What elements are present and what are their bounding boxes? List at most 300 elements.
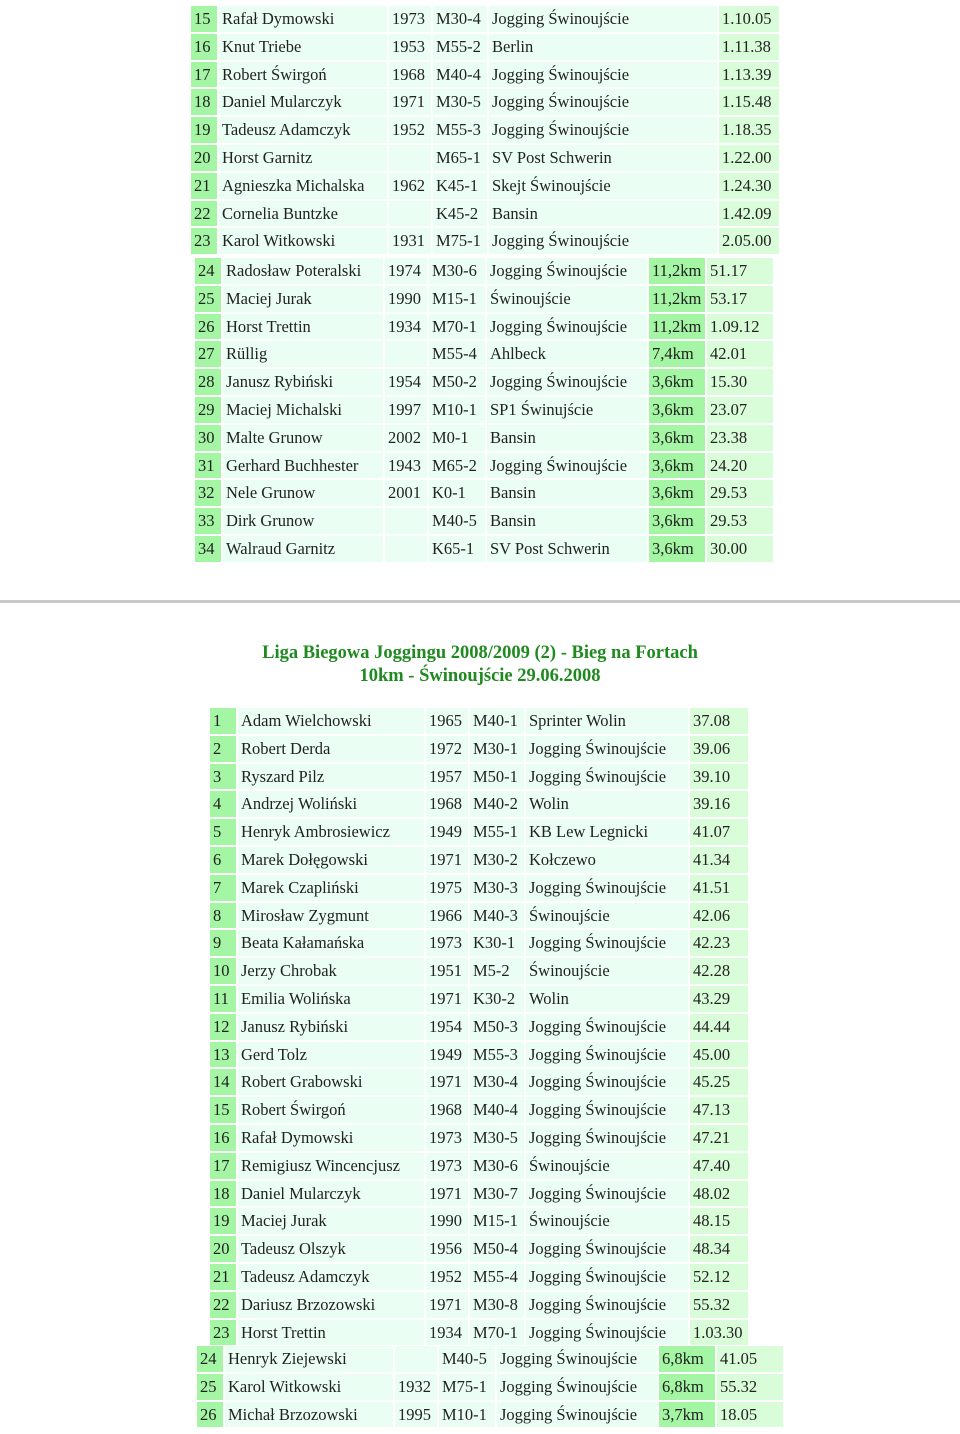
distance-cell: 11,2km xyxy=(649,286,705,314)
category-cell: M30-6 xyxy=(429,258,485,286)
year-cell: 1990 xyxy=(426,1208,468,1236)
time-cell: 1.03.30 xyxy=(690,1320,748,1348)
category-cell: M55-4 xyxy=(429,341,485,369)
time-cell: 43.29 xyxy=(690,986,748,1014)
club-cell: Świnoujście xyxy=(526,1153,688,1181)
time-cell: 24.20 xyxy=(707,453,773,481)
name-cell: Nele Grunow xyxy=(223,480,383,508)
name-cell: Dariusz Brzozowski xyxy=(238,1292,424,1320)
table-row xyxy=(210,1292,748,1320)
year-cell: 2002 xyxy=(385,425,427,453)
time-cell: 23.38 xyxy=(707,425,773,453)
rank-cell: 24 xyxy=(197,1346,223,1374)
club-cell: Bansin xyxy=(489,201,717,229)
club-cell: Jogging Świnoujście xyxy=(497,1346,657,1374)
table-row xyxy=(191,173,779,201)
name-cell: Adam Wielchowski xyxy=(238,708,424,736)
rank-cell: 28 xyxy=(195,369,221,397)
rank-cell: 16 xyxy=(191,34,217,62)
year-cell: 1931 xyxy=(389,228,431,256)
rank-cell: 7 xyxy=(210,875,236,903)
club-cell: Jogging Świnoujście xyxy=(497,1374,657,1402)
section-divider xyxy=(0,600,960,603)
results-table-body xyxy=(191,6,779,256)
club-cell: Bansin xyxy=(487,508,647,536)
table-row xyxy=(210,1236,748,1264)
club-cell: Jogging Świnoujście xyxy=(526,1042,688,1070)
rank-cell: 8 xyxy=(210,903,236,931)
name-cell: Maciej Michalski xyxy=(223,397,383,425)
year-cell: 1972 xyxy=(426,736,468,764)
year-cell: 1973 xyxy=(426,930,468,958)
distance-cell: 3,6km xyxy=(649,369,705,397)
category-cell: M40-2 xyxy=(470,791,524,819)
year-cell: 1951 xyxy=(426,958,468,986)
table-row xyxy=(197,1346,783,1374)
club-cell: Bansin xyxy=(487,425,647,453)
distance-cell: 3,6km xyxy=(649,453,705,481)
table-row xyxy=(210,1069,748,1097)
rank-cell: 23 xyxy=(210,1320,236,1348)
club-cell: Ahlbeck xyxy=(487,341,647,369)
rank-cell: 10 xyxy=(210,958,236,986)
name-cell: Daniel Mularczyk xyxy=(219,89,387,117)
club-cell: Jogging Świnoujście xyxy=(526,1236,688,1264)
rank-cell: 15 xyxy=(210,1097,236,1125)
club-cell: Świnoujście xyxy=(526,903,688,931)
time-cell: 39.06 xyxy=(690,736,748,764)
distance-cell: 3,6km xyxy=(649,536,705,564)
rank-cell: 26 xyxy=(197,1402,223,1430)
name-cell: Radosław Poteralski xyxy=(223,258,383,286)
time-cell: 18.05 xyxy=(717,1402,783,1430)
category-cell: M30-5 xyxy=(470,1125,524,1153)
distance-cell: 3,7km xyxy=(659,1402,715,1430)
category-cell: M15-1 xyxy=(470,1208,524,1236)
time-cell: 37.08 xyxy=(690,708,748,736)
club-cell: Jogging Świnoujście xyxy=(487,258,647,286)
year-cell: 1962 xyxy=(389,173,431,201)
results-table-body xyxy=(197,1346,783,1429)
rank-cell: 31 xyxy=(195,453,221,481)
category-cell: K0-1 xyxy=(429,480,485,508)
distance-cell: 3,6km xyxy=(649,425,705,453)
results-table-part3 xyxy=(208,708,750,1347)
name-cell: Marek Czapliński xyxy=(238,875,424,903)
year-cell: 1968 xyxy=(426,791,468,819)
time-cell: 23.07 xyxy=(707,397,773,425)
rank-cell: 30 xyxy=(195,425,221,453)
table-row xyxy=(210,1320,748,1348)
category-cell: M55-3 xyxy=(433,117,487,145)
rank-cell: 11 xyxy=(210,986,236,1014)
time-cell: 44.44 xyxy=(690,1014,748,1042)
name-cell: Gerhard Buchhester xyxy=(223,453,383,481)
name-cell: Cornelia Buntzke xyxy=(219,201,387,229)
category-cell: M50-4 xyxy=(470,1236,524,1264)
time-cell: 42.23 xyxy=(690,930,748,958)
club-cell: Jogging Świnoujście xyxy=(489,228,717,256)
name-cell: Henryk Ambrosiewicz xyxy=(238,819,424,847)
category-cell: M0-1 xyxy=(429,425,485,453)
table-row xyxy=(195,508,773,536)
time-cell: 1.13.39 xyxy=(719,62,779,90)
name-cell: Remigiusz Wincencjusz xyxy=(238,1153,424,1181)
table-row xyxy=(191,89,779,117)
table-row xyxy=(195,258,773,286)
table-row xyxy=(210,958,748,986)
year-cell: 1971 xyxy=(389,89,431,117)
time-cell: 1.11.38 xyxy=(719,34,779,62)
category-cell: M55-3 xyxy=(470,1042,524,1070)
rank-cell: 5 xyxy=(210,819,236,847)
time-cell: 47.13 xyxy=(690,1097,748,1125)
year-cell: 1973 xyxy=(389,6,431,34)
club-cell: Berlin xyxy=(489,34,717,62)
rank-cell: 6 xyxy=(210,847,236,875)
year-cell: 1932 xyxy=(395,1374,437,1402)
club-cell: Jogging Świnoujście xyxy=(487,453,647,481)
year-cell: 1934 xyxy=(385,314,427,342)
name-cell: Robert Grabowski xyxy=(238,1069,424,1097)
table-row xyxy=(191,201,779,229)
time-cell: 48.15 xyxy=(690,1208,748,1236)
time-cell: 42.28 xyxy=(690,958,748,986)
rank-cell: 21 xyxy=(191,173,217,201)
table-row xyxy=(210,708,748,736)
name-cell: Marek Dołęgowski xyxy=(238,847,424,875)
time-cell: 47.40 xyxy=(690,1153,748,1181)
category-cell: M30-4 xyxy=(433,6,487,34)
table-row xyxy=(195,369,773,397)
category-cell: M40-5 xyxy=(439,1346,495,1374)
results-table-part4 xyxy=(195,1346,785,1429)
name-cell: Ryszard Pilz xyxy=(238,764,424,792)
rank-cell: 34 xyxy=(195,536,221,564)
distance-cell: 3,6km xyxy=(649,508,705,536)
name-cell: Horst Trettin xyxy=(223,314,383,342)
name-cell: Walraud Garnitz xyxy=(223,536,383,564)
year-cell: 2001 xyxy=(385,480,427,508)
year-cell: 1995 xyxy=(395,1402,437,1430)
category-cell: M40-5 xyxy=(429,508,485,536)
name-cell: Karol Witkowski xyxy=(225,1374,393,1402)
rank-cell: 18 xyxy=(210,1181,236,1209)
rank-cell: 1 xyxy=(210,708,236,736)
category-cell: M30-7 xyxy=(470,1181,524,1209)
rank-cell: 23 xyxy=(191,228,217,256)
rank-cell: 33 xyxy=(195,508,221,536)
race-title-line2: 10km - Świnoujście 29.06.2008 xyxy=(359,666,601,686)
name-cell: Emilia Wolińska xyxy=(238,986,424,1014)
table-row xyxy=(195,341,773,369)
time-cell: 2.05.00 xyxy=(719,228,779,256)
rank-cell: 19 xyxy=(191,117,217,145)
table-row xyxy=(195,314,773,342)
distance-cell: 6,8km xyxy=(659,1346,715,1374)
year-cell xyxy=(385,536,427,564)
time-cell: 48.34 xyxy=(690,1236,748,1264)
table-row xyxy=(195,536,773,564)
name-cell: Janusz Rybiński xyxy=(223,369,383,397)
table-row xyxy=(210,930,748,958)
club-cell: Jogging Świnoujście xyxy=(526,1292,688,1320)
rank-cell: 14 xyxy=(210,1069,236,1097)
name-cell: Robert Świrgoń xyxy=(219,62,387,90)
category-cell: M40-4 xyxy=(470,1097,524,1125)
category-cell: M65-1 xyxy=(433,145,487,173)
club-cell: Jogging Świnoujście xyxy=(526,1014,688,1042)
table-row xyxy=(195,286,773,314)
name-cell: Horst Garnitz xyxy=(219,145,387,173)
club-cell: Jogging Świnoujście xyxy=(526,764,688,792)
club-cell: Jogging Świnoujście xyxy=(497,1402,657,1430)
category-cell: M30-5 xyxy=(433,89,487,117)
name-cell: Malte Grunow xyxy=(223,425,383,453)
table-row xyxy=(210,986,748,1014)
year-cell: 1957 xyxy=(426,764,468,792)
name-cell: Agnieszka Michalska xyxy=(219,173,387,201)
category-cell: K30-2 xyxy=(470,986,524,1014)
rank-cell: 27 xyxy=(195,341,221,369)
time-cell: 1.42.09 xyxy=(719,201,779,229)
club-cell: Jogging Świnoujście xyxy=(487,314,647,342)
year-cell: 1974 xyxy=(385,258,427,286)
rank-cell: 18 xyxy=(191,89,217,117)
year-cell xyxy=(385,341,427,369)
table-row xyxy=(195,453,773,481)
distance-cell: 3,6km xyxy=(649,397,705,425)
name-cell: Michał Brzozowski xyxy=(225,1402,393,1430)
category-cell: M30-1 xyxy=(470,736,524,764)
table-row xyxy=(191,62,779,90)
category-cell: M30-2 xyxy=(470,847,524,875)
year-cell: 1975 xyxy=(426,875,468,903)
category-cell: M50-2 xyxy=(429,369,485,397)
time-cell: 55.32 xyxy=(717,1374,783,1402)
club-cell: Jogging Świnoujście xyxy=(526,1069,688,1097)
name-cell: Karol Witkowski xyxy=(219,228,387,256)
category-cell: M30-6 xyxy=(470,1153,524,1181)
time-cell: 41.05 xyxy=(717,1346,783,1374)
category-cell: M75-1 xyxy=(439,1374,495,1402)
year-cell: 1949 xyxy=(426,1042,468,1070)
year-cell: 1953 xyxy=(389,34,431,62)
category-cell: K45-2 xyxy=(433,201,487,229)
category-cell: M10-1 xyxy=(439,1402,495,1430)
category-cell: M55-2 xyxy=(433,34,487,62)
time-cell: 55.32 xyxy=(690,1292,748,1320)
name-cell: Tadeusz Adamczyk xyxy=(238,1264,424,1292)
table-row xyxy=(210,1181,748,1209)
club-cell: Świnoujście xyxy=(526,1208,688,1236)
category-cell: M15-1 xyxy=(429,286,485,314)
club-cell: Jogging Świnoujście xyxy=(526,1097,688,1125)
table-row xyxy=(210,875,748,903)
category-cell: K45-1 xyxy=(433,173,487,201)
year-cell: 1965 xyxy=(426,708,468,736)
table-row xyxy=(191,228,779,256)
name-cell: Robert Świrgoń xyxy=(238,1097,424,1125)
time-cell: 29.53 xyxy=(707,480,773,508)
year-cell: 1954 xyxy=(385,369,427,397)
time-cell: 42.06 xyxy=(690,903,748,931)
year-cell: 1971 xyxy=(426,1292,468,1320)
distance-cell: 11,2km xyxy=(649,314,705,342)
name-cell: Maciej Jurak xyxy=(238,1208,424,1236)
time-cell: 15.30 xyxy=(707,369,773,397)
time-cell: 41.51 xyxy=(690,875,748,903)
table-row xyxy=(210,1264,748,1292)
rank-cell: 4 xyxy=(210,791,236,819)
category-cell: M70-1 xyxy=(470,1320,524,1348)
year-cell: 1971 xyxy=(426,1181,468,1209)
table-row xyxy=(210,1014,748,1042)
name-cell: Rafał Dymowski xyxy=(219,6,387,34)
rank-cell: 26 xyxy=(195,314,221,342)
name-cell: Jerzy Chrobak xyxy=(238,958,424,986)
year-cell: 1943 xyxy=(385,453,427,481)
category-cell: M55-1 xyxy=(470,819,524,847)
category-cell: M40-1 xyxy=(470,708,524,736)
table-row xyxy=(210,791,748,819)
year-cell: 1990 xyxy=(385,286,427,314)
time-cell: 45.25 xyxy=(690,1069,748,1097)
year-cell: 1954 xyxy=(426,1014,468,1042)
club-cell: Skejt Świnoujście xyxy=(489,173,717,201)
table-row xyxy=(191,117,779,145)
rank-cell: 17 xyxy=(210,1153,236,1181)
table-row xyxy=(191,6,779,34)
club-cell: Jogging Świnoujście xyxy=(526,1181,688,1209)
table-row xyxy=(197,1402,783,1430)
table-row xyxy=(210,764,748,792)
table-row xyxy=(210,847,748,875)
year-cell: 1971 xyxy=(426,847,468,875)
time-cell: 1.10.05 xyxy=(719,6,779,34)
year-cell: 1952 xyxy=(426,1264,468,1292)
name-cell: Henryk Ziejewski xyxy=(225,1346,393,1374)
time-cell: 1.09.12 xyxy=(707,314,773,342)
category-cell: M40-3 xyxy=(470,903,524,931)
table-row xyxy=(197,1374,783,1402)
year-cell: 1934 xyxy=(426,1320,468,1348)
table-row xyxy=(191,145,779,173)
rank-cell: 20 xyxy=(210,1236,236,1264)
club-cell: Wolin xyxy=(526,986,688,1014)
table-row xyxy=(210,1125,748,1153)
table-row xyxy=(210,1097,748,1125)
rank-cell: 22 xyxy=(210,1292,236,1320)
club-cell: SV Post Schwerin xyxy=(489,145,717,173)
club-cell: Kołczewo xyxy=(526,847,688,875)
year-cell: 1971 xyxy=(426,1069,468,1097)
distance-cell: 11,2km xyxy=(649,258,705,286)
category-cell: M10-1 xyxy=(429,397,485,425)
rank-cell: 16 xyxy=(210,1125,236,1153)
table-row xyxy=(210,1042,748,1070)
club-cell: Wolin xyxy=(526,791,688,819)
name-cell: Rafał Dymowski xyxy=(238,1125,424,1153)
time-cell: 1.22.00 xyxy=(719,145,779,173)
name-cell: Tadeusz Adamczyk xyxy=(219,117,387,145)
rank-cell: 24 xyxy=(195,258,221,286)
race-title-line1: Liga Biegowa Joggingu 2008/2009 (2) - Bieg na Fortach xyxy=(262,643,698,663)
category-cell: M30-3 xyxy=(470,875,524,903)
category-cell: M30-8 xyxy=(470,1292,524,1320)
club-cell: SP1 Świnujście xyxy=(487,397,647,425)
year-cell: 1968 xyxy=(426,1097,468,1125)
name-cell: Horst Trettin xyxy=(238,1320,424,1348)
category-cell: M50-3 xyxy=(470,1014,524,1042)
name-cell: Mirosław Zygmunt xyxy=(238,903,424,931)
results-table-part1 xyxy=(189,6,781,256)
race-title xyxy=(0,642,960,688)
year-cell xyxy=(395,1346,437,1374)
club-cell: SV Post Schwerin xyxy=(487,536,647,564)
table-row xyxy=(210,1153,748,1181)
table-row xyxy=(195,397,773,425)
time-cell: 39.10 xyxy=(690,764,748,792)
name-cell: Robert Derda xyxy=(238,736,424,764)
club-cell: Świnoujście xyxy=(487,286,647,314)
club-cell: Jogging Świnoujście xyxy=(487,369,647,397)
table-row xyxy=(210,1208,748,1236)
year-cell xyxy=(385,508,427,536)
name-cell: Dirk Grunow xyxy=(223,508,383,536)
club-cell: Świnoujście xyxy=(526,958,688,986)
rank-cell: 22 xyxy=(191,201,217,229)
name-cell: Rüllig xyxy=(223,341,383,369)
time-cell: 29.53 xyxy=(707,508,773,536)
year-cell: 1997 xyxy=(385,397,427,425)
rank-cell: 3 xyxy=(210,764,236,792)
table-row xyxy=(210,819,748,847)
rank-cell: 13 xyxy=(210,1042,236,1070)
table-row xyxy=(195,425,773,453)
club-cell: Jogging Świnoujście xyxy=(489,6,717,34)
year-cell xyxy=(389,201,431,229)
rank-cell: 9 xyxy=(210,930,236,958)
distance-cell: 3,6km xyxy=(649,480,705,508)
year-cell: 1952 xyxy=(389,117,431,145)
time-cell: 1.24.30 xyxy=(719,173,779,201)
name-cell: Janusz Rybiński xyxy=(238,1014,424,1042)
club-cell: Bansin xyxy=(487,480,647,508)
name-cell: Beata Kałamańska xyxy=(238,930,424,958)
club-cell: Sprinter Wolin xyxy=(526,708,688,736)
time-cell: 41.34 xyxy=(690,847,748,875)
rank-cell: 15 xyxy=(191,6,217,34)
year-cell: 1968 xyxy=(389,62,431,90)
time-cell: 1.18.35 xyxy=(719,117,779,145)
time-cell: 53.17 xyxy=(707,286,773,314)
year-cell: 1949 xyxy=(426,819,468,847)
category-cell: M50-1 xyxy=(470,764,524,792)
club-cell: Jogging Świnoujście xyxy=(526,1125,688,1153)
club-cell: Jogging Świnoujście xyxy=(489,62,717,90)
category-cell: M5-2 xyxy=(470,958,524,986)
results-table-part2 xyxy=(193,258,775,564)
category-cell: M65-2 xyxy=(429,453,485,481)
rank-cell: 12 xyxy=(210,1014,236,1042)
category-cell: K30-1 xyxy=(470,930,524,958)
time-cell: 42.01 xyxy=(707,341,773,369)
name-cell: Knut Triebe xyxy=(219,34,387,62)
year-cell: 1973 xyxy=(426,1125,468,1153)
name-cell: Gerd Tolz xyxy=(238,1042,424,1070)
category-cell: M70-1 xyxy=(429,314,485,342)
